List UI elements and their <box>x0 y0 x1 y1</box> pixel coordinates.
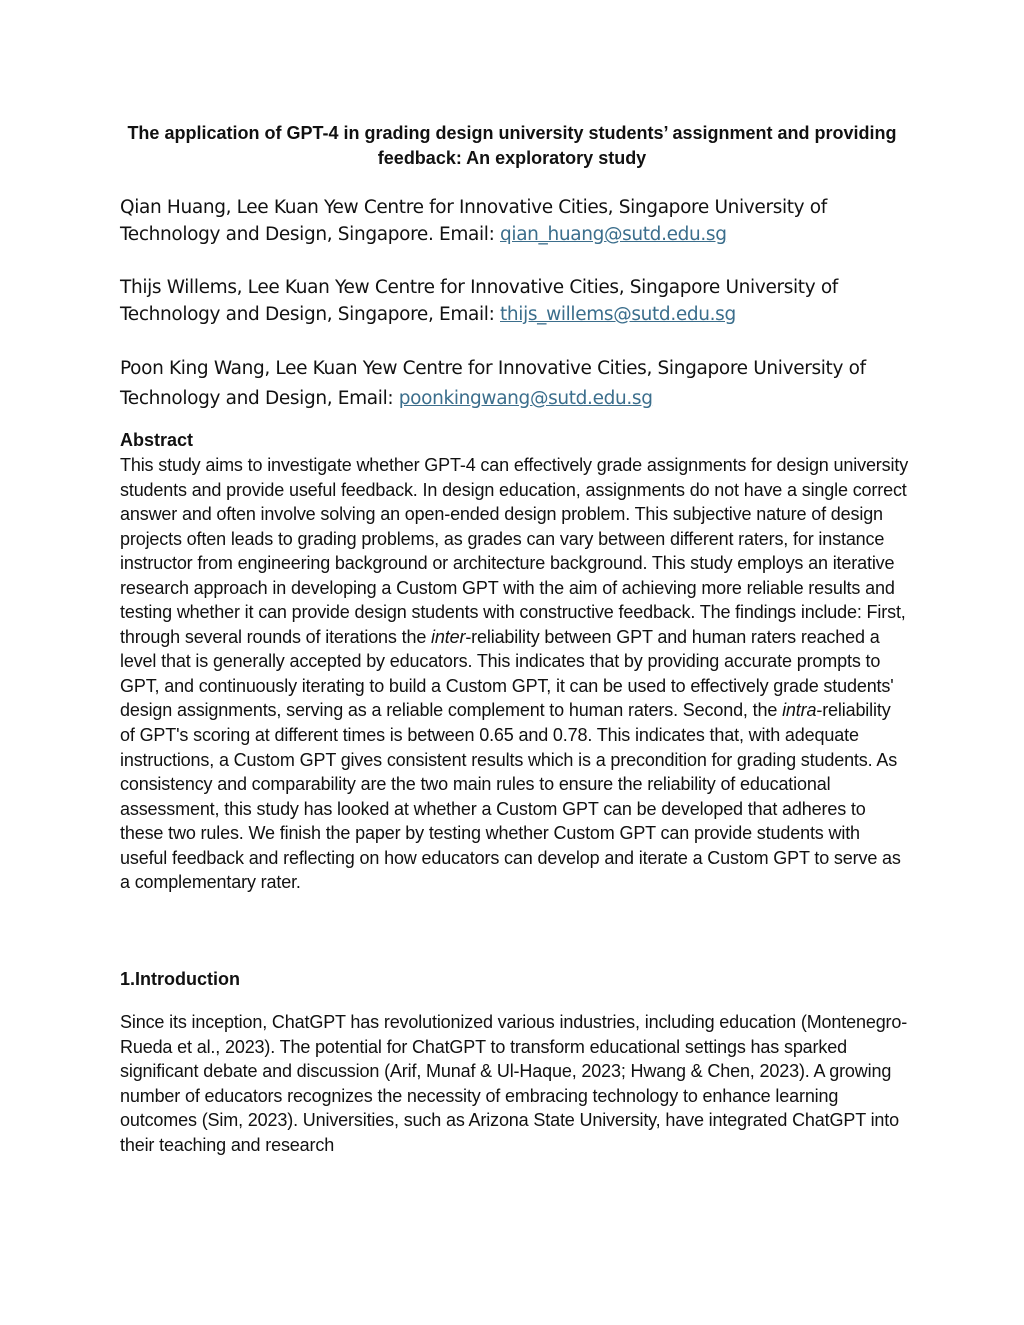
abstract-text-part-1: This study aims to investigate whether GPT-4 can effectively grade assignments for design university students and provide useful feedback. In design education, assignments do not have a single correct answer and often involve solving an open-ended design problem. This subjective nature of design projects often leads to grading problems, as grades can vary between different raters, for instance instructor from engineering background or architecture background. This study employs an iterative research approach in developing a Custom GPT with the aim of achieving more reliable results and testing whether it can provide design students with constructive feedback. The findings include: First, through several rounds of iterations the <box>120 455 909 647</box>
author-affiliation: Thijs Willems, Lee Kuan Yew Centre for Innovative Cities, Singapore University of Technology and Design, Singapore, Email: <box>120 277 838 325</box>
author-affiliation: Qian Huang, Lee Kuan Yew Centre for Innovative Cities, Singapore University of Technology and Design, Singapore. Email: <box>120 197 827 245</box>
author-email-link[interactable]: thijs_willems@sutd.edu.sg <box>500 304 736 325</box>
introduction-heading: 1.Introduction <box>120 969 240 989</box>
abstract-heading: Abstract <box>120 430 194 450</box>
author-block-qian-huang <box>120 194 910 248</box>
abstract-emphasis-intra: intra <box>782 700 817 721</box>
author-email-link[interactable]: qian_huang@sutd.edu.sg <box>500 224 727 245</box>
author-email-link[interactable]: poonkingwang@sutd.edu.sg <box>398 388 653 409</box>
abstract-emphasis-inter: inter <box>431 626 466 647</box>
introduction-body: Since its inception, ChatGPT has revolutionized various industries, including education (Montenegro-Rueda et al., 2023). The potential for ChatGPT to transform educational settings has sparked significant debate and discussion (Arif, Munaf & Ul-Haque, 2023; Hwang & Chen, 2023). A growing number of educators recognizes the necessity of embracing technology to enhance learning outcomes (Sim, 2023). Universities, such as Arizona State University, have integrated ChatGPT into their teaching and research <box>120 1012 908 1155</box>
paper-title: The application of GPT-4 in grading design university students’ assignment and providing feedback: An exploratory study <box>127 123 897 168</box>
abstract-text-part-3: -reliability of GPT's scoring at different times is between 0.65 and 0.78. This indicates that, with adequate instructions, a Custom GPT gives consistent results which is a precondition for grading students. As consistency and comparability are the two main rules to ensure the reliability of educational assessment, this study has looked at whether a Custom GPT can be developed that adheres to these two rules. We finish the paper by testing whether Custom GPT can provide students with useful feedback and reflecting on how educators can develop and iterate a Custom GPT to serve as a complementary rater. <box>120 700 901 893</box>
abstract-text-part-2: -reliability between GPT and human raters reached a level that is generally accepted by educators. This indicates that by providing accurate prompts to GPT, and continuously iterating to build a Custom GPT, it can be used to effectively grade students' design assignments, serving as a reliable complement to human raters. Second, the <box>120 626 894 721</box>
abstract-body <box>120 453 910 895</box>
author-block-poon-king-wang <box>120 354 910 414</box>
author-block-thijs-willems <box>120 274 910 328</box>
author-affiliation: Poon King Wang, Lee Kuan Yew Centre for Innovative Cities, Singapore University of Technology and Design, Email: <box>120 358 866 409</box>
